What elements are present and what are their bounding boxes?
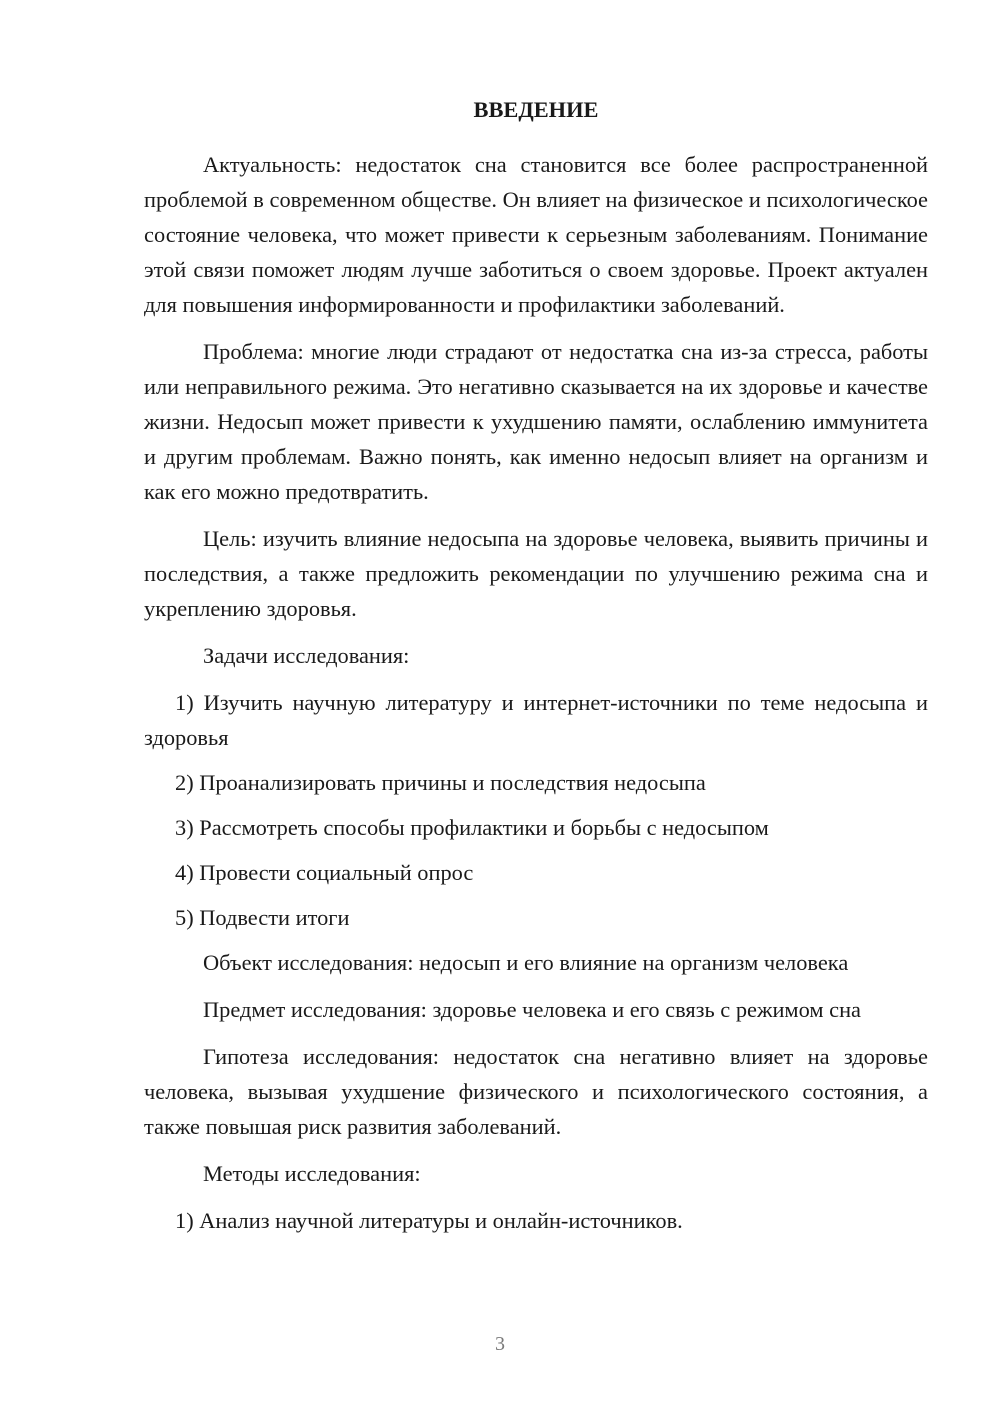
section-title: ВВЕДЕНИЕ <box>473 97 599 122</box>
subject-paragraph: Предмет исследования: здоровье человека и его связь с режимом сна <box>203 997 861 1022</box>
object-paragraph: Объект исследования: недосып и его влияние на организм человека <box>203 950 849 975</box>
problem-paragraph: Проблема: многие люди страдают от недостатка сна из-за стресса, работы или неправильного режима. Это негативно сказывается на их здоровье и качестве жизни. Недосып может привести к ухудшению памяти, ослаблению иммунитета и другим проблемам. Важно понять, как именно недосып влияет на организм и как его можно предотвратить. <box>144 339 928 504</box>
document-page <box>144 92 928 1248</box>
tasks-heading: Задачи исследования: <box>203 643 410 668</box>
method-item-1: 1) Анализ научной литературы и онлайн-источников. <box>175 1208 683 1233</box>
page-number: 3 <box>495 1333 505 1355</box>
task-item-4: 4) Провести социальный опрос <box>175 860 474 885</box>
task-item-5: 5) Подвести итоги <box>175 905 350 930</box>
task-item-2: 2) Проанализировать причины и последствия недосыпа <box>175 770 706 795</box>
goal-paragraph: Цель: изучить влияние недосыпа на здоровье человека, выявить причины и последствия, а также предложить рекомендации по улучшению режима сна и укреплению здоровья. <box>144 526 928 621</box>
task-item-3: 3) Рассмотреть способы профилактики и борьбы с недосыпом <box>175 815 769 840</box>
task-item-1: 1) Изучить научную литературу и интернет-источники по теме недосыпа и здоровья <box>144 690 928 750</box>
hypothesis-paragraph: Гипотеза исследования: недостаток сна негативно влияет на здоровье человека, вызывая ухудшение физического и психологического состояния, а также повышая риск развития заболеваний. <box>144 1044 928 1139</box>
relevance-paragraph: Актуальность: недостаток сна становится все более распространенной проблемой в современном обществе. Он влияет на физическое и психологическое состояние человека, что может привести к серьезным заболеваниям. Понимание этой связи поможет людям лучше заботиться о своем здоровье. Проект актуален для повышения информированности и профилактики заболеваний. <box>144 152 928 317</box>
methods-heading: Методы исследования: <box>203 1161 421 1186</box>
